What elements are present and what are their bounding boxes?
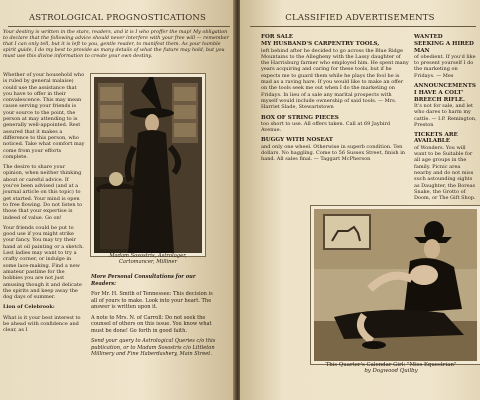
paragraph: Your friends could be put to good use if you might strike your fancy. You may try their hand at oil painting or a sketch. Lest ladies may want to try a crafty corner, or indulge in some lace-making. Find a new amateur pastime for the hobbies you are not just amusing though it and delicate the spirits and keep away the dog days of summer. — [3, 224, 84, 301]
ad-body: too short to use. All offers taken. Call at 69 Jaybird Avenue. — [261, 120, 391, 134]
caption-line: by Dogwood Quilby — [364, 368, 418, 375]
paragraph: Send your query to Astrological Queries c/o this publication, or to Madam Sosostris c/o Littleton Millinery and Fine Haberdashery, Main Street. — [91, 338, 216, 357]
ad-heading: SEEKING A HIRED MAN — [414, 41, 474, 54]
paragraph: A note to Mrs. N. of Carroll: Do not seek the counsel of others on this issue. You know what must be done! Go forth in good faith. — [91, 314, 212, 334]
astrologer-photo — [91, 74, 205, 256]
caption-line: This Quarter's Calendar Girl: "Miss Equestrian" — [325, 362, 457, 368]
ad-body: of obedient. If you'd like to present yourself I do the marketing on Fridays. — Mes — [414, 53, 476, 79]
left-column-1 — [3, 72, 85, 338]
ad-body: of Wonders. You will want to be Suitable for all age groups in the family. Picnic area nearby and do not miss such astounding sights as Daughter, the Boreas Snake, the Grotto of Doom, or The Gift Shop. — [414, 144, 476, 202]
ad-category: ANNOUNCEMENTS — [414, 83, 476, 90]
ad-body: It's not for sale, and let who dares to harm my cattle. — I.P. Remington, Preston — [414, 102, 477, 128]
right-page — [240, 0, 480, 400]
paragraph: What is it your best interest to be ahead with confidence and clear, as I — [3, 314, 81, 334]
section-heading: Lion of Celebrook: — [3, 304, 55, 311]
paragraph: For Mr. H. Smith of Tennessee: This decision is all of yours to make. Look into your heart. The answer is written upon it. — [91, 291, 213, 310]
ad-heading: BUGGY WITH NOSEAT — [261, 137, 333, 144]
caption-line: Madam Sosostris, Astrologer, — [109, 253, 187, 259]
ad-category: FOR SALE — [261, 34, 294, 40]
right-page-header: CLASSIFIED ADVERTISEMENTS — [285, 13, 435, 23]
ad-category: WANTED — [414, 34, 443, 40]
paragraph: Whether of your household who is ruled by general malaise) could use the assistance that you have to offer in their convalescence. This may mean cause serving your friends is your source to the point, the person at may attending to is generally well-appointed. Rest assured that it makes a difference to this person, who noticed. Take what comfort may come from your efforts complete. — [3, 72, 85, 160]
classified-column-1 — [261, 34, 409, 167]
ad-heading: I HAVE A COLT' BREECH RIFLE. — [414, 90, 465, 103]
header-rule — [250, 26, 476, 27]
left-column-2 — [91, 274, 219, 362]
equestrian-figure-icon — [314, 209, 477, 361]
ad-heading: MY HUSBAND'S CARPENTRY TOOLS, — [261, 41, 380, 48]
ad-heading: BOX OF STRING PIECES — [261, 114, 339, 121]
left-page — [0, 0, 235, 400]
calendar-girl-caption — [298, 362, 480, 375]
header-rule — [8, 26, 230, 27]
astrologer-figure-icon — [94, 77, 202, 253]
paragraph: The desire to share your opinion, when neither thinking about or careful advice. If you've been advised (and at a journal article on this topic) to get started. Your mind is open to free flowing. Do not listen to those that your expertise is indeed of value. Go on! — [3, 164, 83, 221]
section-heading: More Personal Consultations for our Readers: — [91, 274, 196, 287]
ad-body: and only one wheel. Otherwise in superb condition. Ten dollars. No haggling. Come to 56 Sussex Street, finish in hand. All sales final. — Taggart McPherson — [261, 143, 406, 163]
caption-line: Cartomancer, Milliner — [118, 259, 178, 266]
intro-text: Your destiny is written in the stars, readers, and it is I who proffer the map! My obligation to declare that the following advice should never interfere with your free will — remember that I can only tell, but it is left to you, gentle reader, to manifest them. As your humble spirit guide, I do my best to provide as many details of what the future may hold, but you must use this divine information to create your own destiny. — [3, 29, 229, 59]
ad-heading: TICKETS ARE AVAILABLE — [414, 132, 458, 145]
astrologer-photo-caption — [91, 253, 205, 266]
calendar-girl-photo — [311, 206, 480, 364]
ad-body: left behind after he decided to go across the Blue Ridge Mountains to the Allegheny with the Lassy daughter of the Harrisburg farmer who employed him. He spent many years acquiring and caring for these tools, but if he expects me to guard them while he plays the fool he is mad as a raving hare. If you would like to make an offer on the tools seek me out when I do the marketing on Fridays. In lieu of a sale any marital prospects with myself would include ownership of said tools. — Mrs. Harriet Slade, Stewartstown — [261, 47, 409, 111]
classified-column-2 — [414, 34, 478, 205]
left-page-header: ASTROLOGICAL PROGNOSTICATIONS — [28, 13, 207, 23]
